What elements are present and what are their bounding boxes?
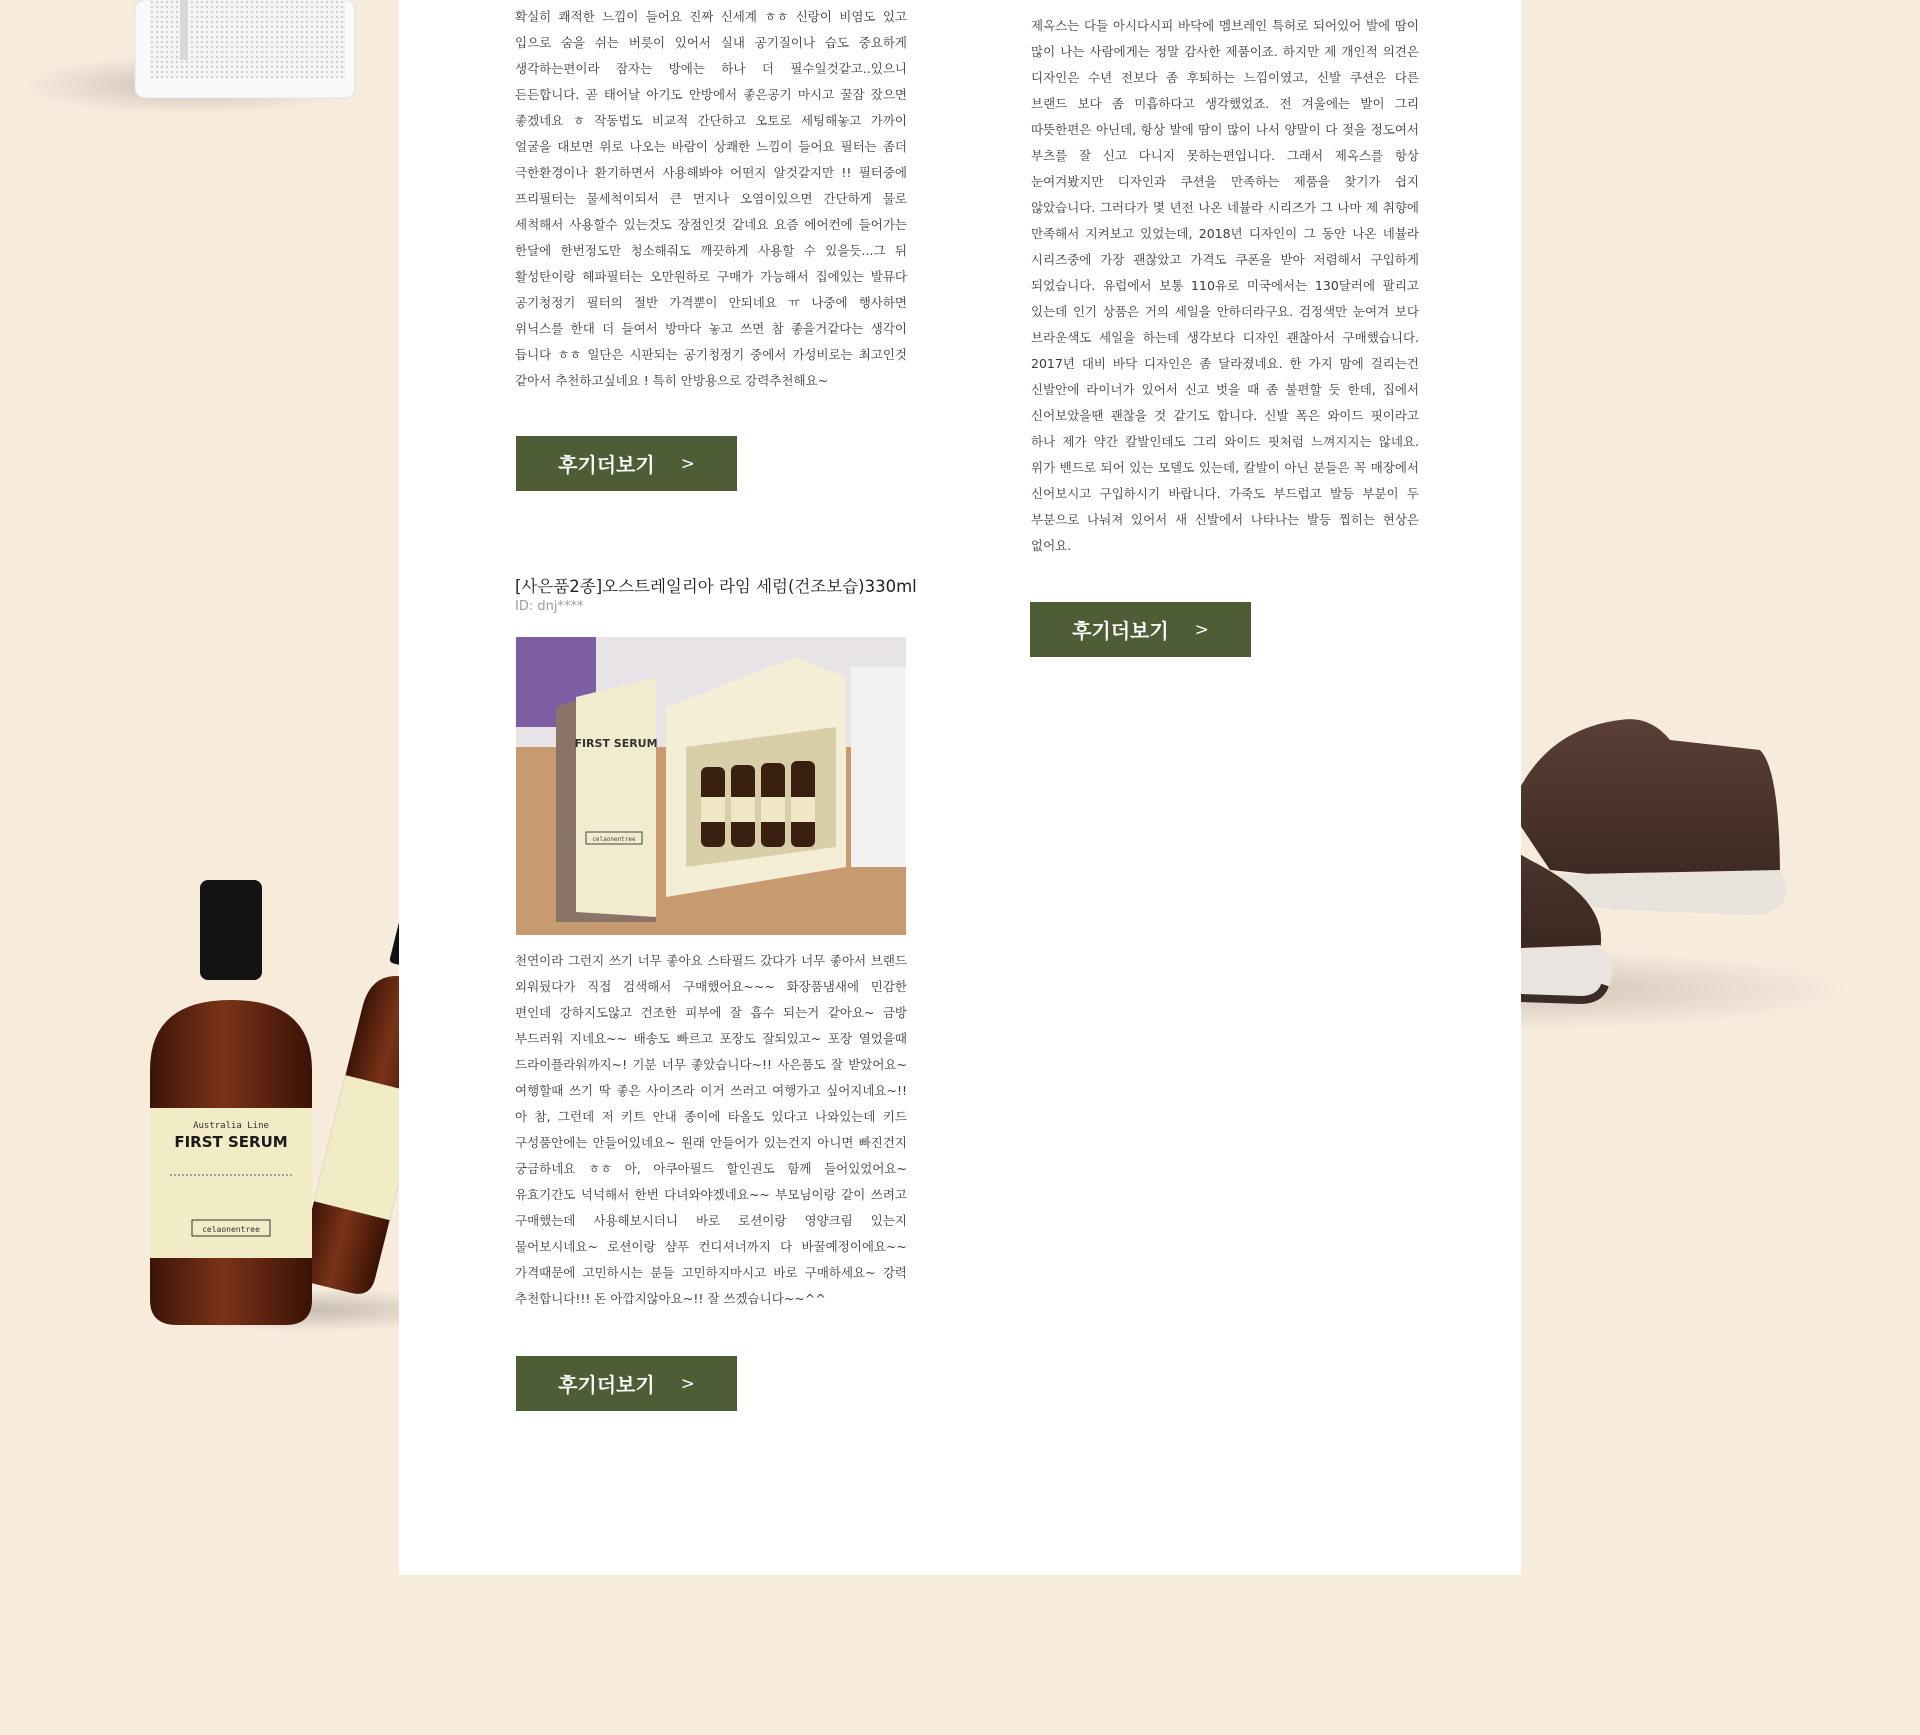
- photo-brand-text: celaonentree: [592, 836, 636, 843]
- serum-label-text: FIRST SERUM: [174, 1133, 288, 1151]
- review-1-more-button[interactable]: [516, 436, 737, 491]
- review-2-more-button[interactable]: [1030, 602, 1251, 657]
- review-2-text: 제옥스는 다들 아시다시피 바닥에 멤브레인 특허로 되어있어 발에 땀이 많이 나는 사람에게는 정말 감사한 제품이죠. 하지만 제 개인적 의견은 디자인은 수년 전보다 좀 후퇴하는 느낌이였고, 신발 쿠션은 다른 브랜드 보다 좀 미흡하다고 생각했었죠. 전 겨울에는 발이 그리 따뜻한편은 아닌데, 항상 발에 땀이 많이 나서 양말이 다 젖을 정도여서 부츠를 잘 신고 다니지 못하는편입니다. 그래서 제옥스를 항상 눈여겨봤지만 디자인과 쿠션을 만족하는 제품을 찾기가 쉽지 않았습니다. 그러다가 몇 년전 나온 네뷸라 시리즈가 그 나마 제 취향에 만족해서 지켜보고 있었는데, 2018년 디자인이 그 동안 나온 네뷸라 시리즈중에 가장 괜찮았고 가격도 쿠폰을 받아 저렴해서 구입하게 되었습니다. 유럽에서 보통 110유로 미국에서는 130달러에 팔리고 있는데 인기 상품은 거의 세일을 안하더라구요. 검정색만 눈여겨 보다 브라운색도 세일을 하는데 생각보다 디자인 괜찮아서 구매했습니다. 2017년 대비 바닥 디자인은 좀 달라졌네요. 한 가지 맘에 걸리는건 신발안에 라이너가 있어서 신고 벗을 때 좀 불편할 듯 한데, 집에서 신어보았을땐 괜찮을 것 같기도 합니다. 신발 폭은 와이드 핏이라고 하나 제가 약간 칼발인데도 그리 와이드 핏처럼 느껴지지는 않네요. 위가 밴드로 되어 있는 모델도 있는데, 칼발이 아닌 분들은 꼭 매장에서 신어보시고 구입하시기 바랍니다. 가죽도 부드럽고 발등 부분이 두 부분으로 나눠져 있어서 새 신발에서 나타나는 발등 찝히는 현상은 없어요.: [1031, 18, 1419, 553]
- more-button-label: 후기더보기: [1072, 619, 1169, 643]
- chevron-right-icon: >: [1194, 619, 1209, 640]
- chevron-right-icon: >: [680, 453, 695, 474]
- review-3-photo: [516, 637, 906, 935]
- photo-label-text: FIRST SERUM: [574, 737, 658, 750]
- review-3-more-button[interactable]: [516, 1356, 737, 1411]
- review-3-reviewer-id: ID: dnj****: [515, 599, 584, 614]
- air-purifier-image: [0, 0, 380, 120]
- more-button-label: 후기더보기: [558, 453, 655, 477]
- review-3-product-title: [사은품2종]오스트레일리아 라임 세럼(건조보습)330ml: [515, 577, 917, 596]
- serum-brand-text: celaonentree: [202, 1225, 260, 1234]
- chevron-right-icon: >: [680, 1373, 695, 1394]
- review-1-text: 확실히 쾌적한 느낌이 들어요 진짜 신세계 ㅎㅎ 신랑이 비염도 있고 입으로 숨을 쉬는 버릇이 있어서 실내 공기질이나 습도 중요하게 생각하는편이라 잠자는 방에는 하나 더 필수일것같고..있으니 든든합니다. 곧 태어날 아기도 안방에서 좋은공기 마시고 꿀잠 잤으면 좋겠네요 ㅎ 작동법도 비교적 간단하고 오토로 세팅해놓고 가까이 얼굴을 대보면 위로 나오는 바람이 상쾌한 느낌이 들어요 필터는 좀더 극한환경이나 환기하면서 사용해봐야 어떤지 알것같지만 !! 필터중에 프리필터는 물세척이되서 큰 먼지나 오염이있으면 간단하게 물로 세척해서 사용할수 있는것도 장점인것 같네요 요즘 에어컨에 들어가는 한달에 한번정도만 청소해줘도 깨끗하게 사용할 수 있을듯...그 뒤 활성탄이랑 헤파필터는 오만원하로 구매가 가능해서 집에있는 발뮤다 공기청정기 필터의 절반 가격뿐이 안되네요 ㅠ 나중에 행사하면 위닉스를 한대 더 들여서 방마다 놓고 쓰면 참 좋을거같다는 생각이 듭니다 ㅎㅎ 일단은 시판되는 공기청정기 중에서 가성비로는 최고인것 같아서 추천하고싶네요 ! 특히 안방용으로 강력추천해요~: [515, 9, 907, 388]
- serum-line-text: Australia Line: [193, 1121, 269, 1131]
- review-3-text: 천연이라 그런지 쓰기 너무 좋아요 스타필드 갔다가 너무 좋아서 브랜드 외워뒀다가 직접 검색해서 구매했어요~~~ 화장품냄새에 민감한 편인데 강하지도않고 건조한 피부에 잘 흡수 되는거 같아요~ 금방 부드러워 지네요~~ 배송도 빠르고 포장도 잘되있고~ 포장 열었을때 드라이플라워까지~! 기분 너무 좋았습니다~!! 사은품도 잘 받았어요~ 여행할때 쓰기 딱 좋은 사이즈라 이거 쓰러고 여행가고 싶어지네요~!! 아 참, 그런데 저 키트 안내 종이에 타올도 있다고 나와있는데 키드 구성품안에는 안들어있네요~ 원래 안들어가 있는건지 아니면 빠진건지 궁금하네요 ㅎㅎ 아, 아쿠아필드 할인권도 함께 들어있었어요~ 유효기간도 넉넉해서 한번 다녀와야겠네요~~ 부모님이랑 같이 쓰려고 구매했는데 사용해보시더니 바로 로션이랑 영양크림 있는지 물어보시네요~ 로션이랑 샴푸 컨디셔너까지 다 바꿀예정이에요~~ 가격때문에 고민하시는 분들 고민하지마시고 바로 구매하세요~ 강력 추천합니다!!! 돈 아깝지않아요~!! 잘 쓰겠습니다~~^^: [515, 953, 907, 1306]
- more-button-label: 후기더보기: [558, 1373, 655, 1397]
